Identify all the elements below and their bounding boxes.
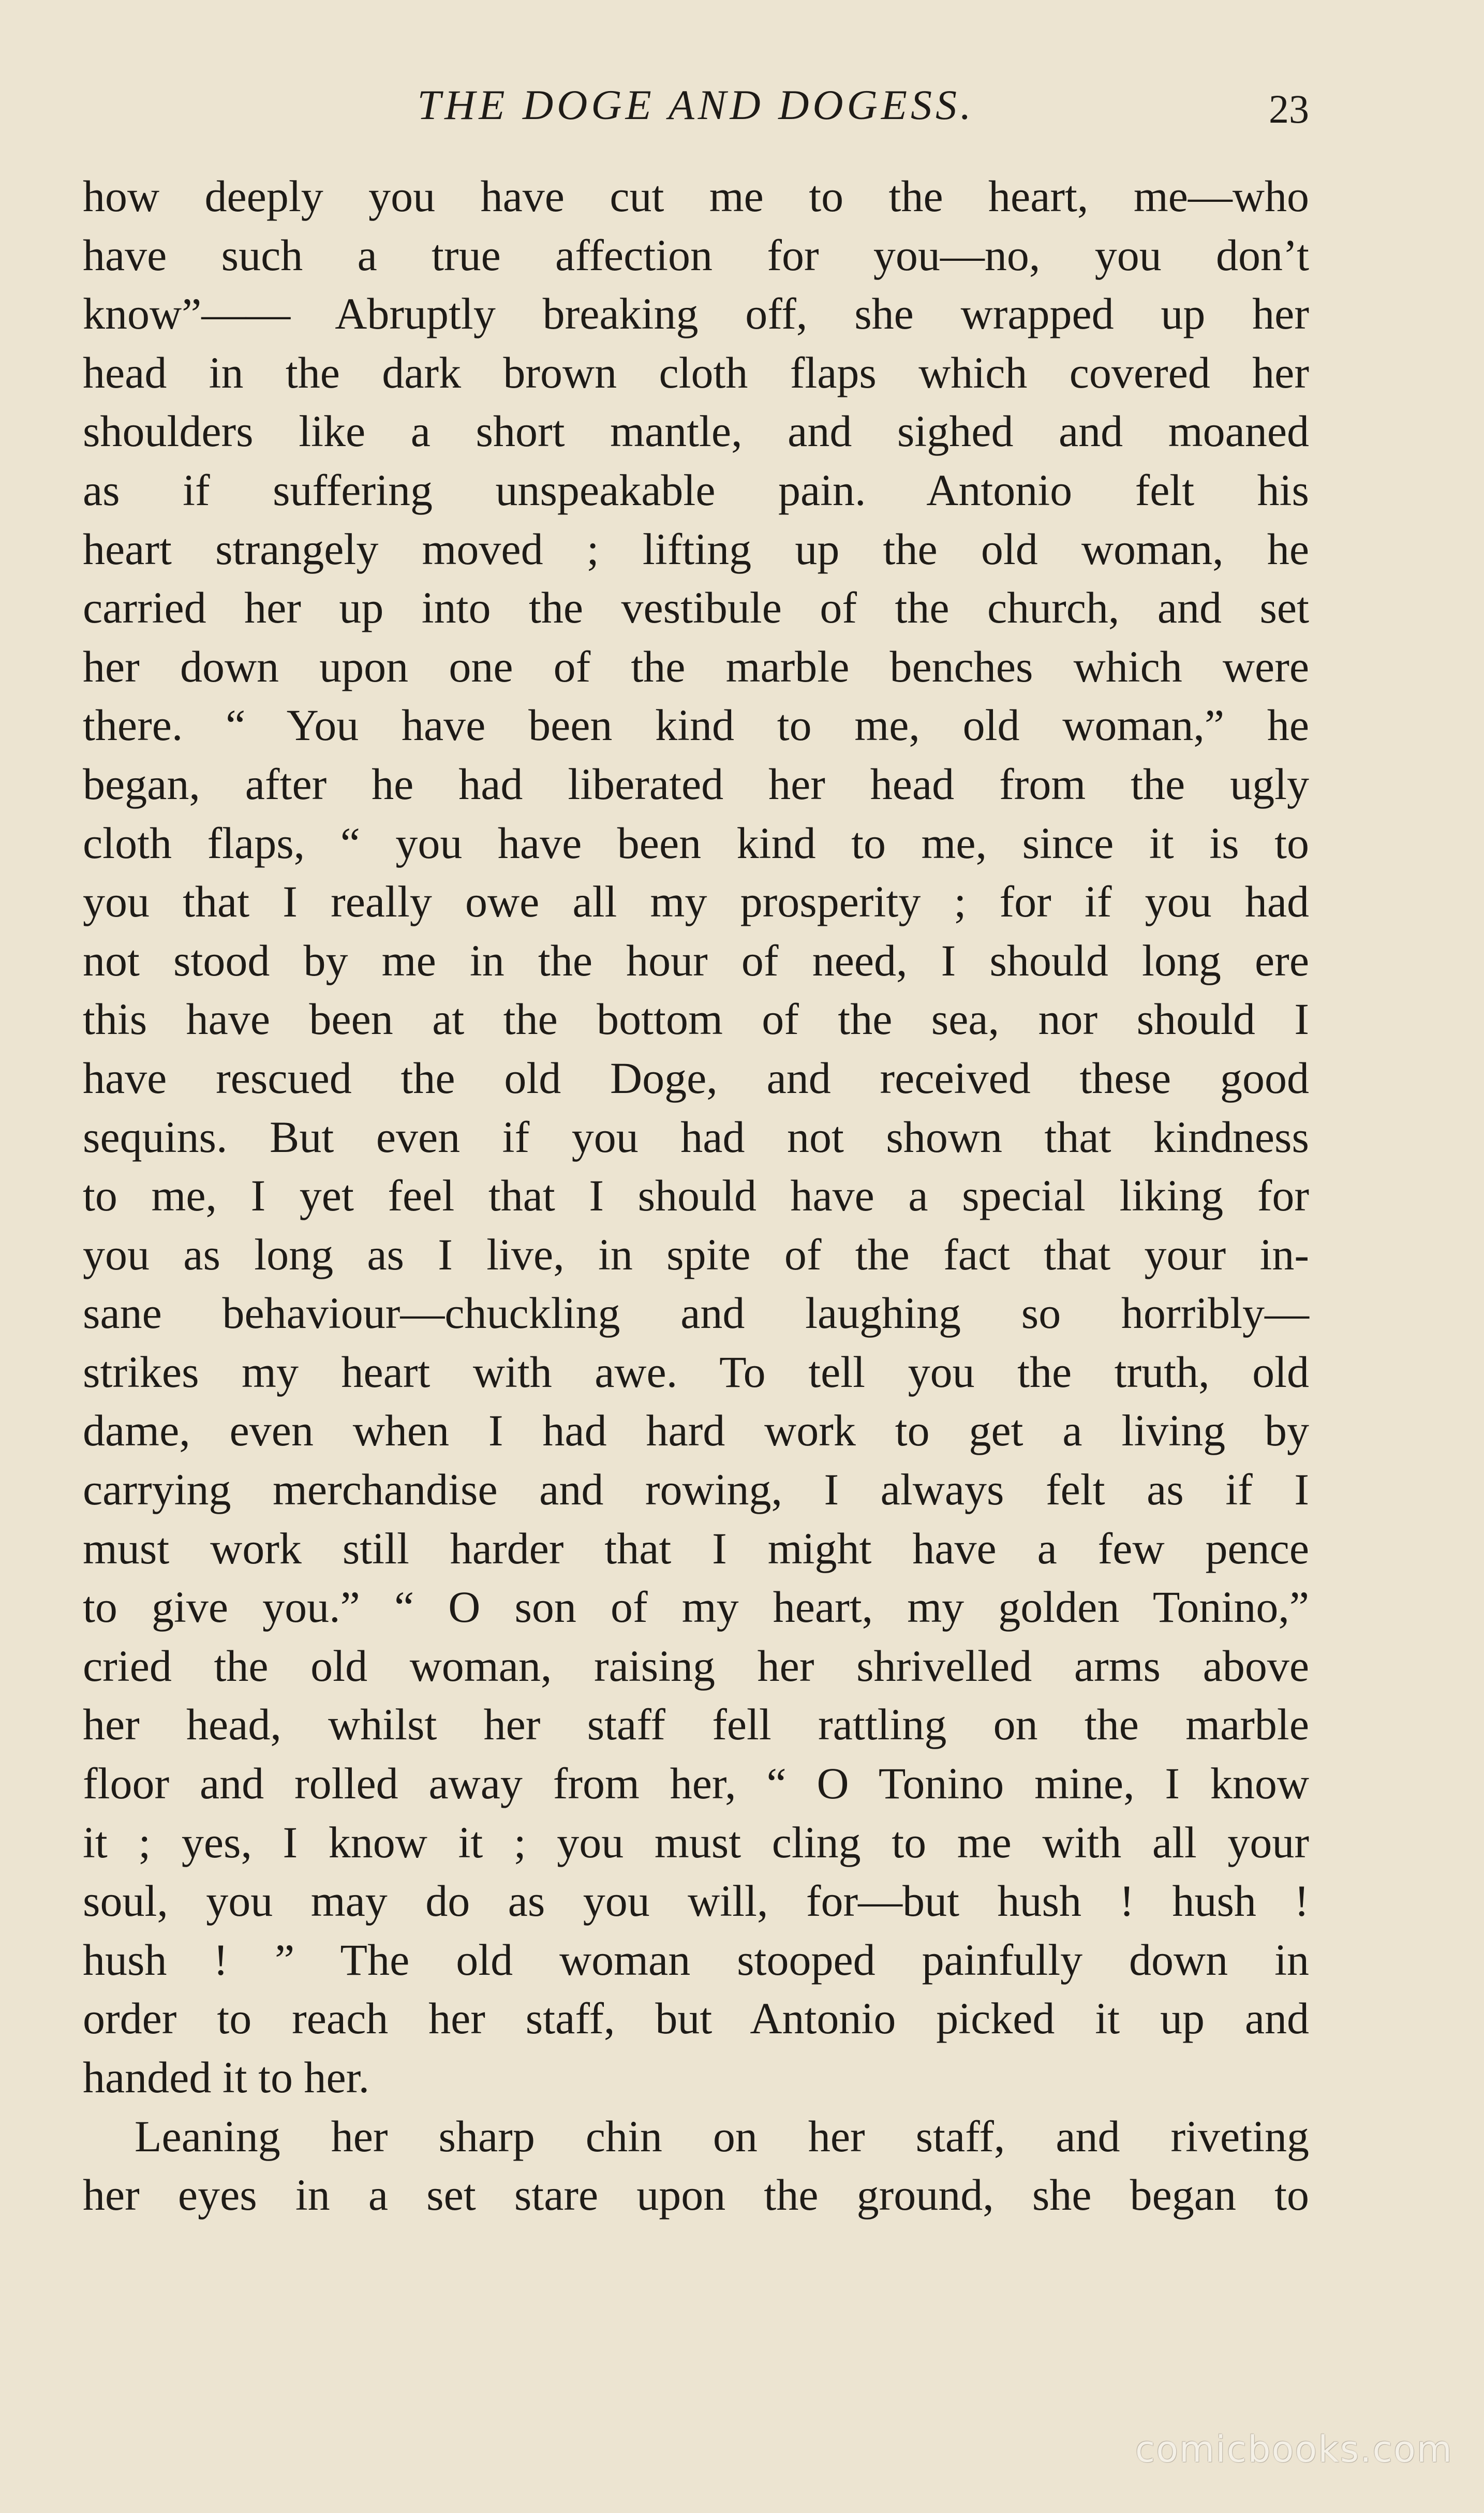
text-line: carrying merchandise and rowing, I always felt as if I	[83, 1465, 1309, 1515]
text-line: hush ! ” The old woman stooped painfully down in	[83, 1934, 1309, 1985]
running-title: THE DOGE AND DOGESS.	[417, 81, 975, 128]
text-line: know”—— Abruptly breaking off, she wrapped up her	[83, 289, 1309, 339]
text-line: her down upon one of the marble benches which were	[83, 641, 1309, 691]
text-line: shoulders like a short mantle, and sighed and moaned	[83, 406, 1309, 456]
text-line: her head, whilst her staff fell rattling on the marble	[83, 1699, 1309, 1750]
text-line: handed it to her.	[83, 2052, 370, 2102]
text-line: cloth flaps, “ you have been kind to me, since it is to	[83, 818, 1309, 868]
watermark: comicbooks.com	[1135, 2428, 1453, 2471]
text-line: cried the old woman, raising her shrivelled arms above	[83, 1640, 1309, 1691]
text-line: began, after he had liberated her head from the ugly	[83, 759, 1309, 809]
text-line: carried her up into the vestibule of the church, and set	[83, 583, 1309, 633]
text-line: to me, I yet feel that I should have a special liking for	[83, 1171, 1309, 1221]
text-line: how deeply you have cut me to the heart, me—who	[83, 171, 1309, 221]
text-line: this have been at the bottom of the sea, nor should I	[83, 994, 1309, 1044]
text-line: soul, you may do as you will, for—but hush ! hush !	[83, 1876, 1309, 1926]
text-line: have rescued the old Doge, and received these good	[83, 1053, 1309, 1103]
body-text	[83, 167, 1309, 2225]
text-line: you as long as I live, in spite of the fact that your in-	[83, 1229, 1309, 1279]
text-line: you that I really owe all my prosperity ; for if you had	[83, 877, 1309, 927]
text-line: her eyes in a set stare upon the ground, she began to	[83, 2170, 1309, 2220]
text-line: must work still harder that I might have a few pence	[83, 1523, 1309, 1573]
text-line: as if suffering unspeakable pain. Antonio felt his	[83, 465, 1309, 515]
text-line: strikes my heart with awe. To tell you the truth, old	[83, 1347, 1309, 1397]
text-line: there. “ You have been kind to me, old woman,” he	[83, 700, 1309, 750]
text-line: Leaning her sharp chin on her staff, and riveting	[135, 2111, 1309, 2161]
text-line: it ; yes, I know it ; you must cling to me with all your	[83, 1817, 1309, 1867]
text-line: not stood by me in the hour of need, I should long ere	[83, 935, 1309, 985]
text-line: head in the dark brown cloth flaps which covered her	[83, 347, 1309, 397]
text-line: floor and rolled away from her, “ O Tonino mine, I know	[83, 1758, 1309, 1809]
text-line: sequins. But even if you had not shown that kindness	[83, 1112, 1309, 1162]
text-line: dame, even when I had hard work to get a living by	[83, 1406, 1309, 1456]
page-number: 23	[1269, 86, 1309, 131]
text-line: to give you.” “ O son of my heart, my golden Tonino,”	[83, 1582, 1309, 1632]
running-head	[83, 77, 1309, 134]
text-line: sane behaviour—chuckling and laughing so horribly—	[83, 1288, 1309, 1338]
text-line: have such a true affection for you—no, you don’t	[83, 230, 1309, 280]
text-line: heart strangely moved ; lifting up the old woman, he	[83, 524, 1309, 574]
text-line: order to reach her staff, but Antonio picked it up and	[83, 1993, 1309, 2044]
